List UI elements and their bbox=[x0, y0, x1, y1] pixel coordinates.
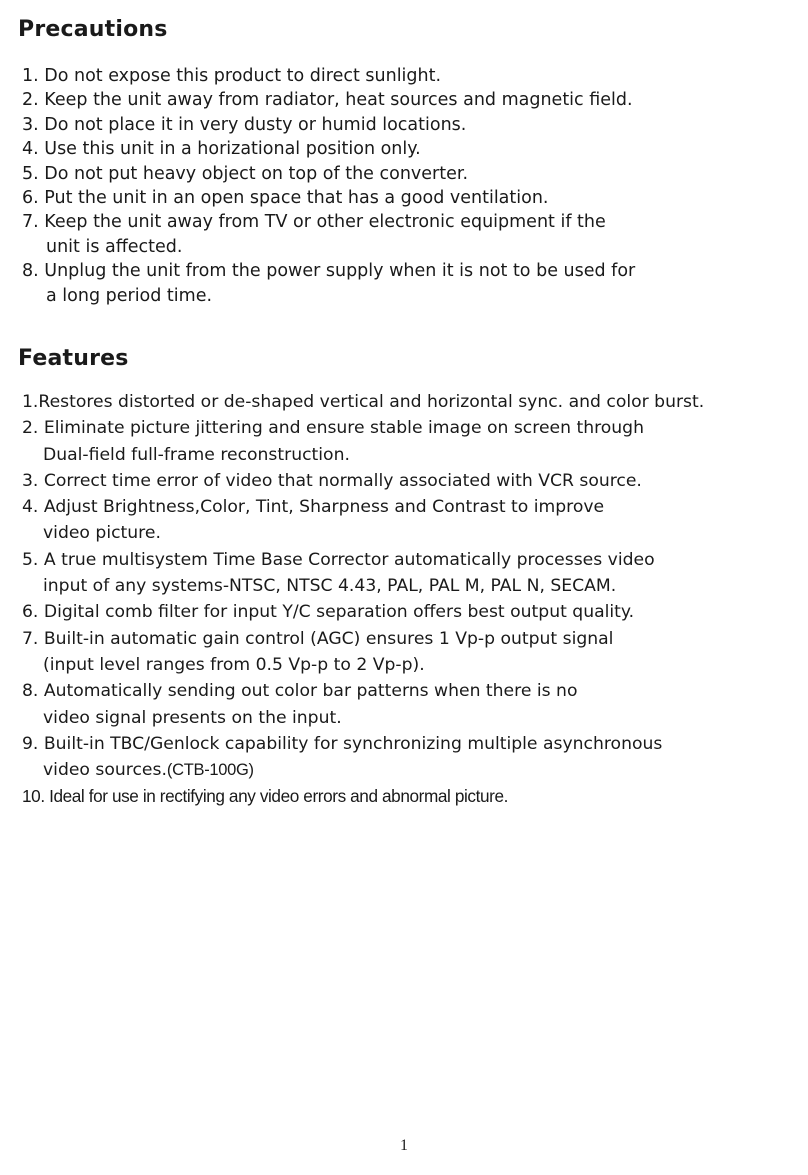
item-text-continued: unit is affected. bbox=[46, 236, 183, 257]
item-text: 8. Automatically sending out color bar patterns when there is no bbox=[22, 681, 578, 702]
precaution-item-3 bbox=[22, 113, 635, 137]
feature-item-4 bbox=[22, 494, 704, 547]
item-text: 5. Do not put heavy object on top of the converter. bbox=[22, 163, 469, 184]
item-text: 9. Built-in TBC/Genlock capability for synchronizing multiple asynchronous bbox=[22, 733, 663, 754]
page-number: 1 bbox=[400, 1137, 408, 1154]
precaution-item-2 bbox=[22, 88, 635, 112]
item-text: 7. Built-in automatic gain control (AGC) ensures 1 Vp-p output signal bbox=[22, 628, 614, 649]
precaution-item-1 bbox=[22, 64, 635, 88]
feature-item-8 bbox=[22, 678, 704, 731]
item-text: 6. Put the unit in an open space that has a good ventilation. bbox=[22, 188, 549, 209]
precautions-heading: Precautions bbox=[18, 17, 168, 42]
precautions-list bbox=[22, 64, 635, 308]
features-list bbox=[22, 389, 704, 810]
feature-item-5 bbox=[22, 547, 704, 600]
item-text: 2. Eliminate picture jittering and ensure stable image on screen through bbox=[22, 418, 644, 439]
precaution-item-5 bbox=[22, 162, 635, 186]
feature-item-3 bbox=[22, 468, 704, 494]
item-text-continued: Dual-field full-frame reconstruction. bbox=[43, 444, 350, 465]
feature-item-7 bbox=[22, 626, 704, 679]
item-text: 3. Correct time error of video that normally associated with VCR source. bbox=[22, 470, 642, 491]
item-text: 4. Adjust Brightness,Color, Tint, Sharpness and Contrast to improve bbox=[22, 497, 605, 518]
feature-item-9 bbox=[22, 731, 704, 784]
item-text-continued: input of any systems-NTSC, NTSC 4.43, PAL, PAL M, PAL N, SECAM. bbox=[43, 576, 617, 597]
precaution-item-7 bbox=[22, 210, 635, 259]
item-text: 7. Keep the unit away from TV or other electronic equipment if the bbox=[22, 212, 606, 233]
item-text-continued: (input level ranges from 0.5 Vp-p to 2 Vp-p). bbox=[43, 654, 425, 675]
item-text-continued: a long period time. bbox=[46, 285, 213, 306]
item-text-continued: video picture. bbox=[43, 523, 161, 544]
features-heading: Features bbox=[18, 346, 129, 371]
item-text: 8. Unplug the unit from the power supply when it is not to be used for bbox=[22, 261, 636, 282]
item-text: 3. Do not place it in very dusty or humid locations. bbox=[22, 114, 467, 135]
precaution-item-8 bbox=[22, 259, 635, 308]
item-text: 1.Restores distorted or de-shaped vertical and horizontal sync. and color burst. bbox=[22, 392, 705, 412]
item-text: 6. Digital comb filter for input Y/C separation offers best output quality. bbox=[22, 602, 635, 623]
model-note: (CTB-100G) bbox=[166, 761, 254, 780]
feature-item-1 bbox=[22, 389, 704, 415]
feature-item-6 bbox=[22, 599, 704, 625]
item-text: 10. Ideal for use in rectifying any video errors and abnormal picture. bbox=[22, 786, 508, 807]
item-text-continued-main: video sources. bbox=[43, 760, 167, 781]
item-text: 5. A true multisystem Time Base Corrector automatically processes video bbox=[22, 549, 655, 570]
precaution-item-4 bbox=[22, 137, 635, 161]
feature-item-2 bbox=[22, 415, 704, 468]
item-text: 1. Do not expose this product to direct sunlight. bbox=[22, 66, 442, 86]
item-text-continued: video signal presents on the input. bbox=[43, 707, 342, 728]
precaution-item-6 bbox=[22, 186, 635, 210]
item-text-continued bbox=[22, 757, 704, 783]
feature-item-10 bbox=[22, 783, 704, 809]
item-text: 2. Keep the unit away from radiator, heat sources and magnetic field. bbox=[22, 90, 633, 111]
item-text: 4. Use this unit in a horizational position only. bbox=[22, 139, 421, 160]
